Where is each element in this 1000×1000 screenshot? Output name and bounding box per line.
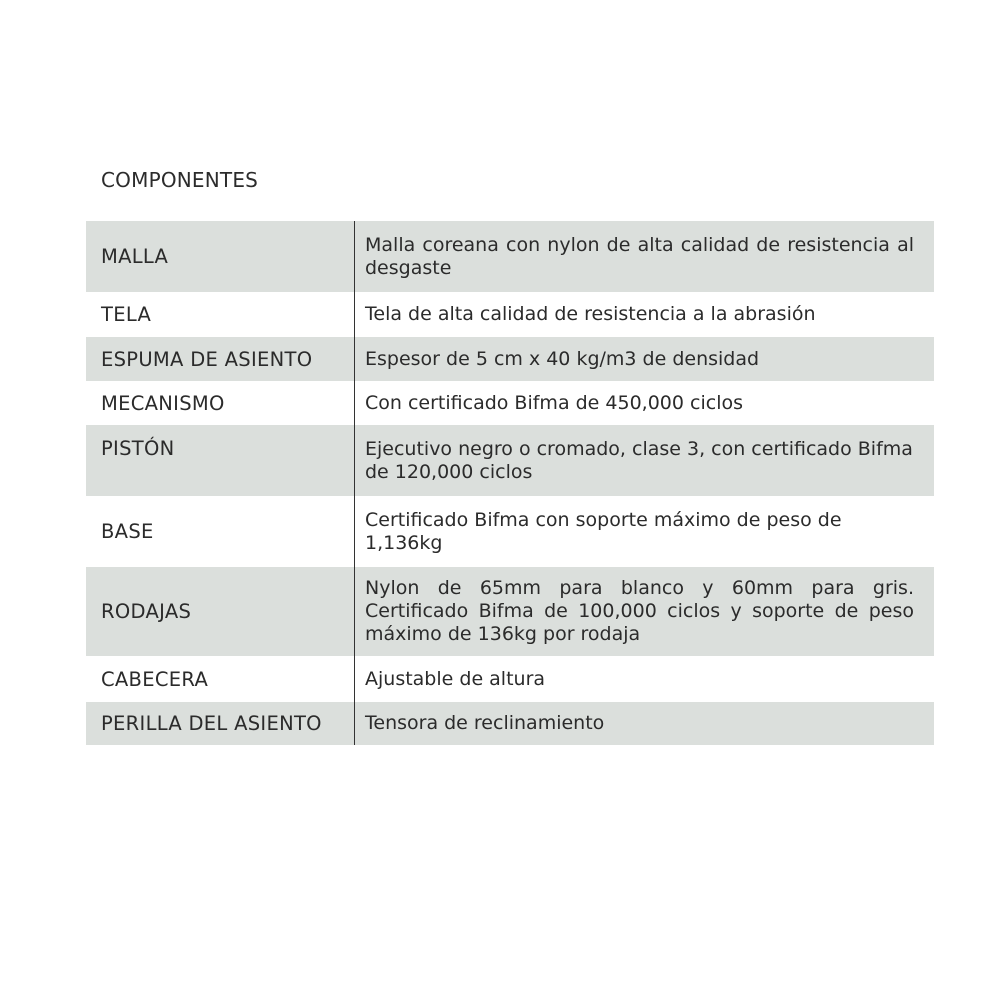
row-value: Nylon de 65mm para blanco y 60mm para gris. Certificado Bifma de 100,000 ciclos y soporte de peso máximo de 136kg por rodaja bbox=[355, 567, 935, 656]
row-label: PERILLA DEL ASIENTO bbox=[86, 702, 355, 745]
table-row bbox=[86, 656, 934, 702]
row-label: BASE bbox=[86, 496, 355, 567]
row-value: Certificado Bifma con soporte máximo de peso de 1,136kg bbox=[355, 496, 935, 567]
components-table bbox=[86, 221, 934, 745]
table-row bbox=[86, 496, 934, 567]
row-label: CABECERA bbox=[86, 656, 355, 702]
row-value: Ejecutivo negro o cromado, clase 3, con certificado Bifma de 120,000 ciclos bbox=[355, 425, 935, 496]
row-value: Tela de alta calidad de resistencia a la abrasión bbox=[355, 292, 935, 337]
table-row bbox=[86, 292, 934, 337]
row-value: Con certificado Bifma de 450,000 ciclos bbox=[355, 381, 935, 425]
table-row bbox=[86, 425, 934, 496]
table-row bbox=[86, 381, 934, 425]
row-value: Tensora de reclinamiento bbox=[355, 702, 935, 745]
row-label: MECANISMO bbox=[86, 381, 355, 425]
row-label: ESPUMA DE ASIENTO bbox=[86, 337, 355, 381]
row-label: PISTÓN bbox=[101, 437, 175, 460]
page-title: COMPONENTES bbox=[101, 168, 259, 192]
row-label: RODAJAS bbox=[86, 567, 355, 656]
row-value: Espesor de 5 cm x 40 kg/m3 de densidad bbox=[355, 337, 935, 381]
table-row bbox=[86, 702, 934, 745]
row-label: MALLA bbox=[86, 221, 355, 292]
row-label: TELA bbox=[86, 292, 355, 337]
table-row bbox=[86, 221, 934, 292]
row-value: Malla coreana con nylon de alta calidad de resistencia al desgaste bbox=[355, 221, 935, 292]
table-row bbox=[86, 337, 934, 381]
row-value: Ajustable de altura bbox=[355, 656, 935, 702]
table-row bbox=[86, 567, 934, 656]
